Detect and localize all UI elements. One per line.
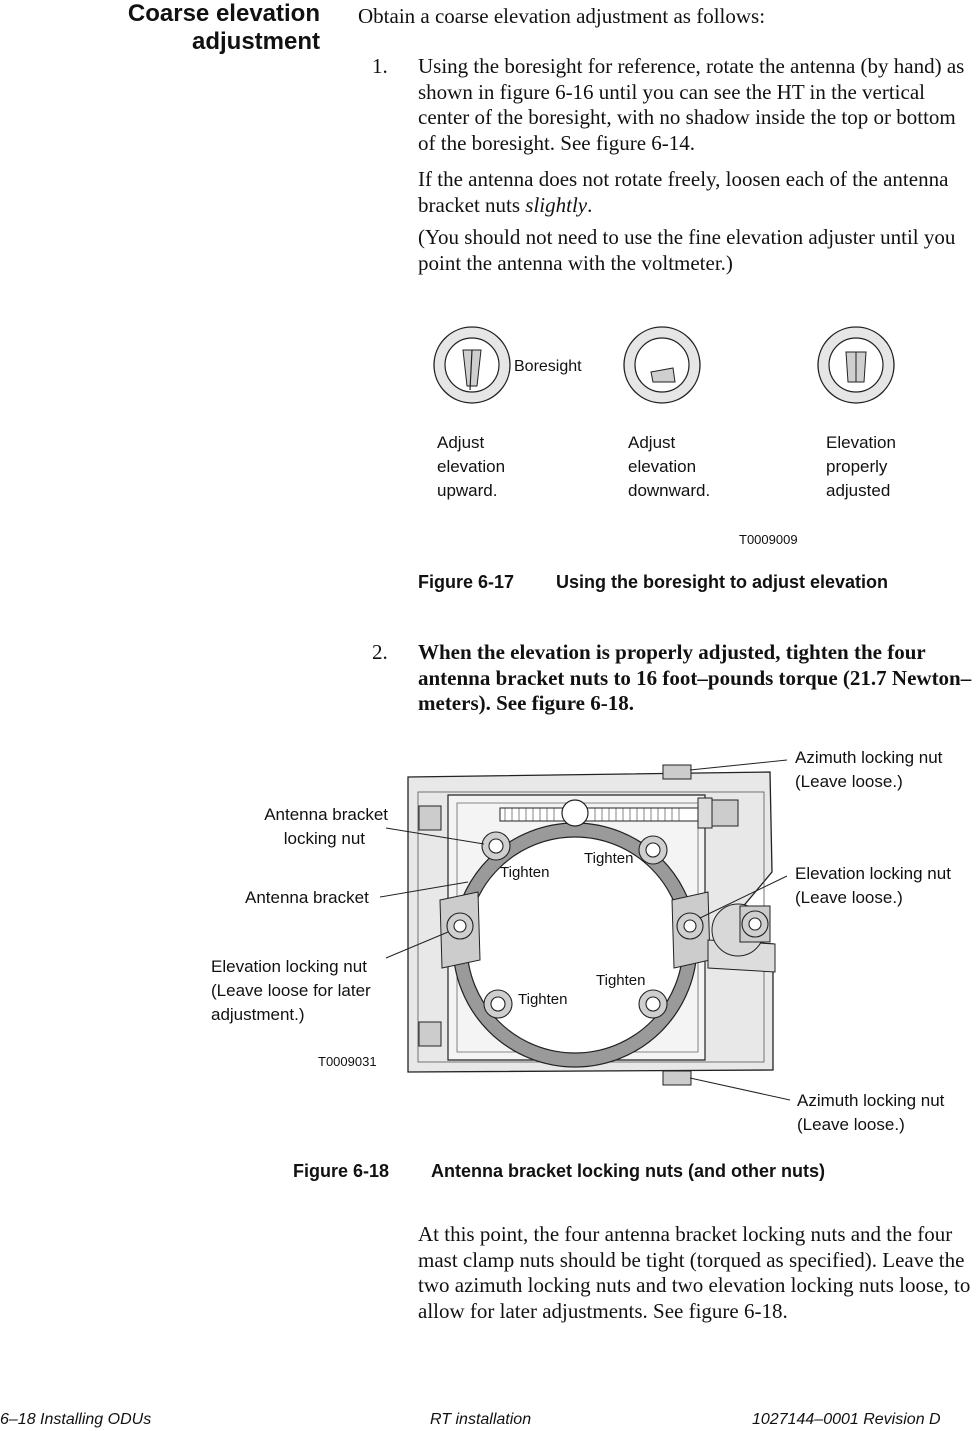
section-heading: Coarse elevation adjustment xyxy=(127,0,320,55)
elevation-right-label-1: Elevation locking nut xyxy=(795,864,951,883)
step-2-text: When the elevation is properly adjusted, tighten the four antenna bracket nuts to 16 foot–pounds torque (21.7 Newton–meters). See figure 6-18. xyxy=(418,640,972,715)
boresight-label: Boresight xyxy=(514,358,582,375)
footer-center: RT installation xyxy=(430,1411,532,1428)
figure-18-caption-title: Antenna bracket locking nuts (and other nuts) xyxy=(431,1161,826,1181)
closing-paragraph: At this point, the four antenna bracket locking nuts and the four mast clamp nuts should be tight (torqued as specified). Leave the two azimuth locking nuts and two elevation locking nuts loose, to allow for later adjustments. See figure 6-18. xyxy=(418,1222,971,1323)
elevation-left-label-3: adjustment.) xyxy=(211,1005,305,1024)
bracket-nut-label-1: Antenna bracket xyxy=(264,805,388,824)
figure-caption-number: Figure 6-17 xyxy=(418,572,515,592)
footer-left: 6–18 Installing ODUs xyxy=(0,1411,152,1428)
step-2-number: 2. xyxy=(372,640,388,664)
intro-text: Obtain a coarse elevation adjustment as follows: xyxy=(358,4,766,28)
elevation-right-label-2: (Leave loose.) xyxy=(795,888,903,907)
step-1-paren: (You should not need to use the fine elevation adjuster until you point the antenna with the voltmeter.) xyxy=(418,225,956,275)
step-1-note-emphasis: slightly xyxy=(525,192,588,217)
tighten-label-1: Tighten xyxy=(500,864,550,881)
label-adjust-upward: Adjust elevation upward. xyxy=(437,433,506,500)
azimuth-top-label-2: (Leave loose.) xyxy=(795,772,903,791)
step-1-note-main: If the antenna does not rotate freely, loosen each of the antenna bracket nuts xyxy=(418,167,949,217)
figure-code: T0009009 xyxy=(739,532,798,547)
step-1-note-end: . xyxy=(587,192,593,217)
label-properly-adjusted: Elevation properly adjusted xyxy=(826,433,896,500)
tighten-label-2: Tighten xyxy=(584,850,634,867)
elevation-left-label-2: (Leave loose for later xyxy=(211,981,371,1000)
tighten-label-4: Tighten xyxy=(596,972,646,989)
step-1-number: 1. xyxy=(372,54,388,78)
figure-caption-title: Using the boresight to adjust elevation xyxy=(556,572,889,592)
azimuth-top-label-1: Azimuth locking nut xyxy=(795,748,943,767)
elevation-left-label-1: Elevation locking nut xyxy=(211,957,367,976)
tighten-label-3: Tighten xyxy=(518,991,568,1008)
azimuth-bottom-label-1: Azimuth locking nut xyxy=(797,1091,945,1110)
label-adjust-downward: Adjust elevation downward. xyxy=(628,433,711,500)
azimuth-bottom-label-2: (Leave loose.) xyxy=(797,1115,905,1134)
bracket-label: Antenna bracket xyxy=(245,888,369,907)
step-1-text: Using the boresight for reference, rotate the antenna (by hand) as shown in figure 6-16 until you can see the HT in the vertical center of the boresight, with no shadow inside the top or bottom of the boresight. See figure 6-14. xyxy=(418,54,965,155)
figure-18-code: T0009031 xyxy=(318,1054,377,1069)
bracket-nut-label-2: locking nut xyxy=(283,829,365,848)
footer-right: 1027144–0001 Revision D xyxy=(752,1411,941,1428)
figure-18-caption-number: Figure 6-18 xyxy=(293,1161,390,1181)
